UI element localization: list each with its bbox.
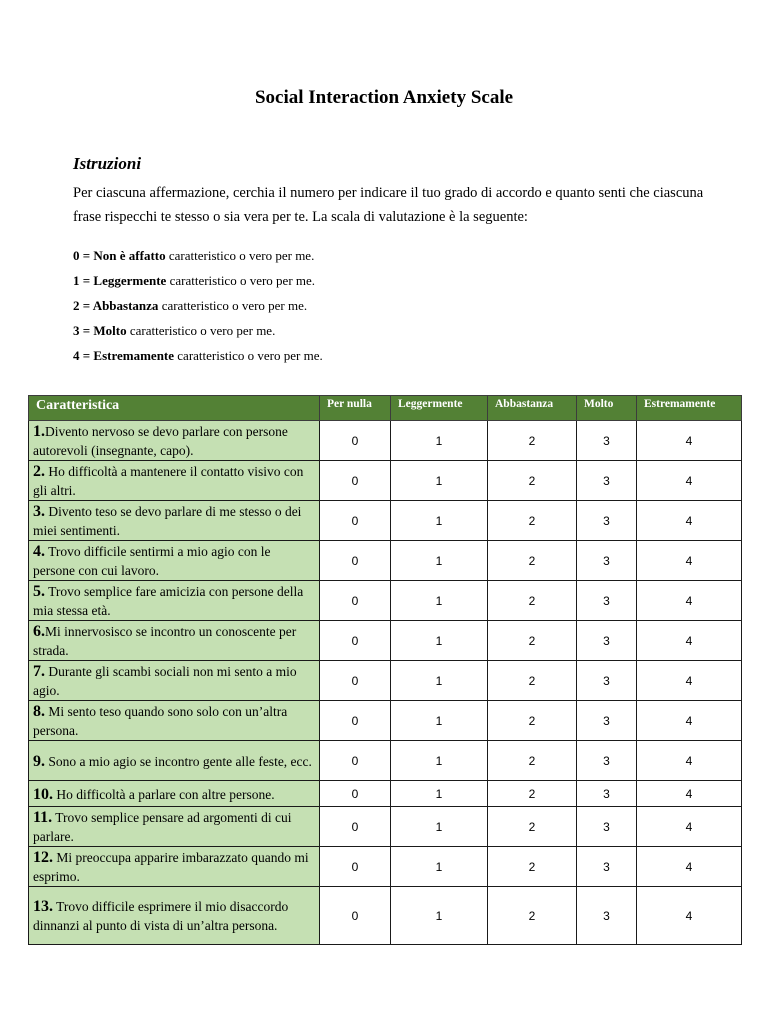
item-text: Divento nervoso se devo parlare con persone autorevoli (insegnante, capo). bbox=[33, 424, 288, 458]
rating-option-0[interactable]: 0 bbox=[320, 887, 391, 945]
rating-option-1[interactable]: 1 bbox=[391, 887, 488, 945]
rating-option-2[interactable]: 2 bbox=[488, 461, 577, 501]
rating-option-4[interactable]: 4 bbox=[637, 421, 742, 461]
rating-option-2[interactable]: 2 bbox=[488, 621, 577, 661]
item-text: Trovo semplice pensare ad argomenti di cui parlare. bbox=[33, 810, 292, 844]
item-statement bbox=[29, 781, 320, 807]
item-text: Mi preoccupa apparire imbarazzato quando mi esprimo. bbox=[33, 850, 309, 884]
item-text: Sono a mio agio se incontro gente alle feste, ecc. bbox=[45, 753, 312, 769]
rating-option-0[interactable]: 0 bbox=[320, 621, 391, 661]
rating-option-4[interactable]: 4 bbox=[637, 847, 742, 887]
rating-option-3[interactable]: 3 bbox=[577, 501, 637, 541]
item-statement bbox=[29, 701, 320, 741]
item-number: 4. bbox=[33, 543, 45, 560]
item-statement bbox=[29, 887, 320, 945]
rating-option-3[interactable]: 3 bbox=[577, 421, 637, 461]
scale-description: caratteristico o vero per me. bbox=[166, 273, 316, 288]
rating-option-3[interactable]: 3 bbox=[577, 807, 637, 847]
item-statement bbox=[29, 661, 320, 701]
item-number: 9. bbox=[33, 752, 45, 770]
rating-option-2[interactable]: 2 bbox=[488, 847, 577, 887]
table-row bbox=[29, 781, 742, 807]
scale-label: 3 = Molto bbox=[73, 323, 127, 338]
item-number: 10. bbox=[33, 785, 53, 803]
rating-option-1[interactable]: 1 bbox=[391, 421, 488, 461]
rating-option-0[interactable]: 0 bbox=[320, 581, 391, 621]
rating-option-1[interactable]: 1 bbox=[391, 541, 488, 581]
page-title: Social Interaction Anxiety Scale bbox=[254, 87, 514, 108]
rating-option-0[interactable]: 0 bbox=[320, 781, 391, 807]
rating-option-3[interactable]: 3 bbox=[577, 847, 637, 887]
rating-option-4[interactable]: 4 bbox=[637, 887, 742, 945]
rating-scale-list bbox=[73, 243, 713, 368]
rating-option-2[interactable]: 2 bbox=[488, 661, 577, 701]
table-body bbox=[29, 421, 742, 945]
item-number: 3. bbox=[33, 503, 45, 520]
rating-option-3[interactable]: 3 bbox=[577, 541, 637, 581]
rating-option-1[interactable]: 1 bbox=[391, 501, 488, 541]
scale-label: 2 = Abbastanza bbox=[73, 298, 159, 313]
scale-description: caratteristico o vero per me. bbox=[174, 348, 323, 363]
rating-option-0[interactable]: 0 bbox=[320, 741, 391, 781]
instructions-heading: Istruzioni bbox=[73, 154, 142, 173]
item-text: Mi sento teso quando sono solo con un’altra persona. bbox=[33, 704, 288, 738]
rating-option-4[interactable]: 4 bbox=[637, 621, 742, 661]
rating-option-4[interactable]: 4 bbox=[637, 741, 742, 781]
column-header-characteristic: Caratteristica bbox=[29, 396, 320, 421]
rating-option-2[interactable]: 2 bbox=[488, 421, 577, 461]
item-number: 8. bbox=[33, 703, 45, 720]
table-row bbox=[29, 421, 742, 461]
rating-option-4[interactable]: 4 bbox=[637, 581, 742, 621]
rating-option-2[interactable]: 2 bbox=[488, 807, 577, 847]
item-text: Trovo difficile sentirmi a mio agio con le persone con cui lavoro. bbox=[33, 544, 271, 578]
table-row bbox=[29, 701, 742, 741]
rating-option-0[interactable]: 0 bbox=[320, 807, 391, 847]
item-statement bbox=[29, 501, 320, 541]
rating-option-1[interactable]: 1 bbox=[391, 461, 488, 501]
rating-option-2[interactable]: 2 bbox=[488, 541, 577, 581]
rating-option-0[interactable]: 0 bbox=[320, 701, 391, 741]
item-number: 13. bbox=[33, 898, 53, 915]
rating-option-1[interactable]: 1 bbox=[391, 701, 488, 741]
scale-item-1 bbox=[73, 268, 713, 293]
item-statement bbox=[29, 621, 320, 661]
item-number: 12. bbox=[33, 849, 53, 866]
item-text: Trovo difficile esprimere il mio disaccordo dinnanzi al punto di vista di un’altra persona. bbox=[33, 899, 289, 933]
rating-option-4[interactable]: 4 bbox=[637, 541, 742, 581]
rating-option-4[interactable]: 4 bbox=[637, 461, 742, 501]
rating-option-3[interactable]: 3 bbox=[577, 781, 637, 807]
item-statement bbox=[29, 807, 320, 847]
table-row bbox=[29, 581, 742, 621]
column-header-molto: Molto bbox=[577, 396, 637, 421]
table-row bbox=[29, 541, 742, 581]
item-number: 6. bbox=[33, 623, 45, 640]
rating-option-0[interactable]: 0 bbox=[320, 541, 391, 581]
scale-label: 4 = Estremamente bbox=[73, 348, 175, 363]
scale-description: caratteristico o vero per me. bbox=[158, 298, 308, 313]
rating-option-1[interactable]: 1 bbox=[391, 847, 488, 887]
rating-option-1[interactable]: 1 bbox=[391, 621, 488, 661]
item-text: Ho difficoltà a mantenere il contatto visivo con gli altri. bbox=[33, 464, 304, 498]
rating-table bbox=[28, 395, 742, 945]
item-statement bbox=[29, 461, 320, 501]
rating-option-1[interactable]: 1 bbox=[391, 781, 488, 807]
rating-option-3[interactable]: 3 bbox=[577, 461, 637, 501]
table-row bbox=[29, 887, 742, 945]
rating-option-3[interactable]: 3 bbox=[577, 621, 637, 661]
rating-option-3[interactable]: 3 bbox=[577, 661, 637, 701]
rating-option-2[interactable]: 2 bbox=[488, 581, 577, 621]
item-text: Ho difficoltà a parlare con altre persone. bbox=[53, 786, 275, 802]
rating-option-0[interactable]: 0 bbox=[320, 847, 391, 887]
rating-option-0[interactable]: 0 bbox=[320, 461, 391, 501]
scale-item-3 bbox=[73, 318, 713, 343]
rating-option-4[interactable]: 4 bbox=[637, 501, 742, 541]
scale-item-0 bbox=[73, 243, 713, 268]
scale-item-4 bbox=[73, 343, 713, 368]
item-statement bbox=[29, 421, 320, 461]
rating-option-1[interactable]: 1 bbox=[391, 581, 488, 621]
scale-description: caratteristico o vero per me. bbox=[126, 323, 276, 338]
rating-option-4[interactable]: 4 bbox=[637, 807, 742, 847]
rating-option-3[interactable]: 3 bbox=[577, 741, 637, 781]
rating-option-1[interactable]: 1 bbox=[391, 661, 488, 701]
table-row bbox=[29, 461, 742, 501]
rating-option-3[interactable]: 3 bbox=[577, 581, 637, 621]
item-number: 1. bbox=[33, 423, 45, 440]
column-header-per-nulla: Per nulla bbox=[320, 396, 391, 421]
item-statement bbox=[29, 581, 320, 621]
rating-option-0[interactable]: 0 bbox=[320, 421, 391, 461]
item-statement bbox=[29, 541, 320, 581]
rating-option-2[interactable]: 2 bbox=[488, 701, 577, 741]
rating-option-1[interactable]: 1 bbox=[391, 741, 488, 781]
table-row bbox=[29, 807, 742, 847]
rating-option-4[interactable]: 4 bbox=[637, 701, 742, 741]
item-number: 7. bbox=[33, 663, 45, 680]
table-row bbox=[29, 741, 742, 781]
table-header-row bbox=[29, 396, 742, 421]
table-row bbox=[29, 501, 742, 541]
rating-option-2[interactable]: 2 bbox=[488, 887, 577, 945]
item-number: 11. bbox=[33, 809, 53, 826]
rating-option-3[interactable]: 3 bbox=[577, 887, 637, 945]
rating-option-0[interactable]: 0 bbox=[320, 661, 391, 701]
table-row bbox=[29, 621, 742, 661]
item-statement bbox=[29, 847, 320, 887]
item-text: Durante gli scambi sociali non mi sento a mio agio. bbox=[33, 664, 297, 698]
table-row bbox=[29, 661, 742, 701]
item-statement bbox=[29, 741, 320, 781]
item-number: 5. bbox=[33, 583, 45, 600]
column-header-estremamente: Estremamente bbox=[637, 396, 742, 421]
rating-option-4[interactable]: 4 bbox=[637, 781, 742, 807]
scale-item-2 bbox=[73, 293, 713, 318]
item-text: Divento teso se devo parlare di me stesso o dei miei sentimenti. bbox=[33, 504, 302, 538]
scale-label: 1 = Leggermente bbox=[73, 273, 167, 288]
scale-description: caratteristico o vero per me. bbox=[165, 248, 315, 263]
rating-option-2[interactable]: 2 bbox=[488, 781, 577, 807]
item-text: Trovo semplice fare amicizia con persone della mia stessa età. bbox=[33, 584, 304, 618]
rating-option-2[interactable]: 2 bbox=[488, 741, 577, 781]
table-row bbox=[29, 847, 742, 887]
rating-option-4[interactable]: 4 bbox=[637, 661, 742, 701]
scale-label: 0 = Non è affatto bbox=[73, 248, 166, 263]
item-number: 2. bbox=[33, 463, 45, 480]
rating-option-1[interactable]: 1 bbox=[391, 807, 488, 847]
rating-option-2[interactable]: 2 bbox=[488, 501, 577, 541]
item-text: Mi innervosisco se incontro un conoscente per strada. bbox=[33, 624, 297, 658]
column-header-leggermente: Leggermente bbox=[391, 396, 488, 421]
instructions-text: Per ciascuna affermazione, cerchia il numero per indicare il tuo grado di accordo e quanto senti che ciascuna frase rispecchi te stesso o sia vera per te. La scala di valutazione è la seguente: bbox=[73, 185, 704, 225]
rating-option-3[interactable]: 3 bbox=[577, 701, 637, 741]
rating-option-0[interactable]: 0 bbox=[320, 501, 391, 541]
column-header-abbastanza: Abbastanza bbox=[488, 396, 577, 421]
